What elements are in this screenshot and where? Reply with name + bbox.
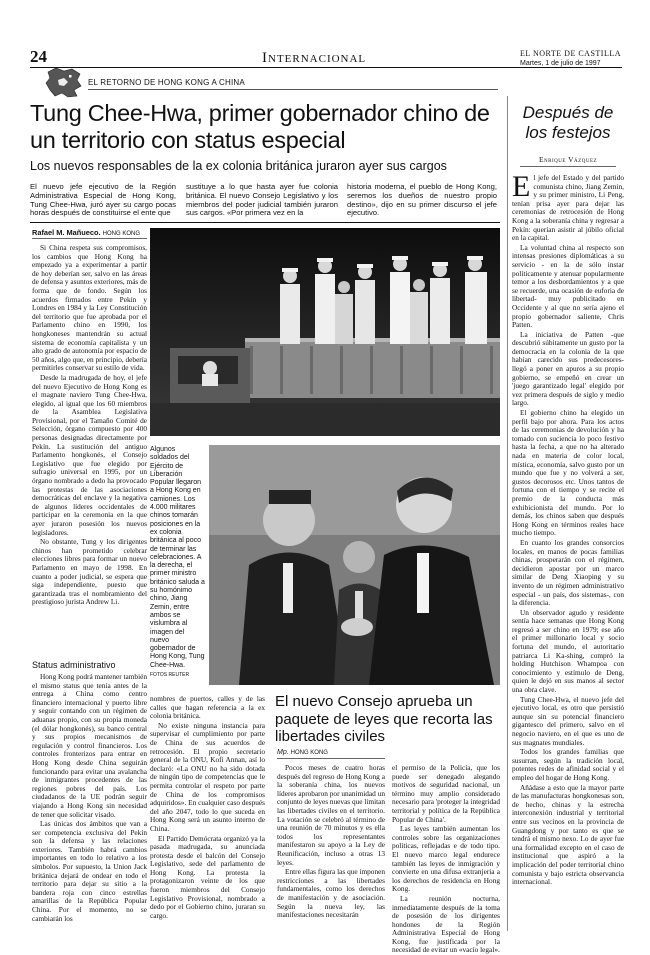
lead-rule	[30, 222, 500, 223]
second-byline	[277, 749, 328, 756]
header-rule	[30, 67, 622, 68]
subsection-title: Status administrativo	[32, 660, 116, 670]
photo-caption	[150, 446, 205, 679]
body-paragraph: La iniciativa de Patten -que descubrió súbitamente un gusto por la democracia en la colonia de la que habían carecido sus predecesores- llegó a poner en apuros a su propio gobierno, se empeñó en crear un 'juego garantizado legal' elegido por vez primera después de siglo y medio largo.	[512, 329, 624, 408]
side-paragraph-lead	[512, 170, 624, 243]
body-paragraph: Un observador agudo y residente sentía hace semanas que Hong Kong regresó a ser chino en 1979; ese año el primer millonario local y socio fortuna del mundo, el autoritario patriarca Li Ka-shing, compró la holding Hutchison Whampoa con conocimiento y estímulo de Deng, quien le dejó en sus manos al sector una obra clave.	[512, 607, 624, 695]
second-byline-author: Mp.	[277, 749, 289, 756]
body-paragraph: Entre ellas figura las que imponen restricciones a las libertades fundamentales, como los derechos de manifestación y de asociación. Según la nueva ley, las manifestaciones necesitarán	[277, 867, 385, 920]
byline-rule	[32, 238, 147, 239]
lead-column-3: historia moderna, el pueblo de Hong Kong, seremos los dueños de nuestro propio destino», dijo en su primer discurso el jefe ejecutivo.	[347, 182, 497, 218]
body-paragraph: el permiso de la Policía, que los puede ser denegado alegando motivos de seguridad nacional, un término muy amplio considerado necesario para 'proteger la integridad territorial y política de la República Popular de China'.	[392, 763, 500, 824]
hong-kong-map-logo	[44, 66, 84, 100]
body-paragraph: Tung Chee-Hwa, el nuevo jefe del ejecutivo local, es otro que persistió aunque sin su potencial financiero gigantesco del primero, salvo en el negocio naviero, en el que es uno de sus magnates mundiales.	[512, 694, 624, 747]
body-paragraph: Añádase a esto que la mayor parte de las manufacturas hongkonesas son, de hecho, chinas y la estrecha interconexión industrial y territorial entre sus vecinos en la provincia de Guangdong y por tanto es que se tendrá el mismo nexo. Lo de ayer fue una formalidad excepto en el caso de institucional que aspiró a la implicación del poder territorial chino comunista y bajo estricta observancia internacional.	[512, 782, 624, 887]
second-headline: El nuevo Consejo aprueba un paquete de leyes que recorta las libertades civiles	[275, 693, 493, 745]
body-paragraph: En cuanto los grandes consorcios locales, en manos de pocas familias chinas, prosperarán con el régimen, decidieron apostar por un marco similar de Deng Xiaoping y su invento de un régimen administrativo especial - un país, dos sistemas-, con la diferencia.	[512, 537, 624, 608]
page-number: 24	[30, 47, 47, 66]
section-kicker: EL RETORNO DE HONG KONG A CHINA	[88, 78, 245, 87]
byline-place: HONG KONG	[102, 231, 140, 237]
body-paragraph: Pocos meses de cuatro horas después del regreso de Hong Kong a la soberanía china, los nuevos líderes aprobaron por unanimidad un conjunto de leyes nuevas que limitan las libertades civiles en el territorio. La votación se celebró al término de una reunión de 70 minutos y es ella todos los representantes manifestaron su apoyo a la Ley de Reunificación, incluso a otras 13 leyes.	[277, 763, 386, 867]
body-paragraph: Las leyes también aumentan los controles sobre las organizaciones políticas, reflejadas e de todo tipo. El nuevo marco legal endurece también las leyes de inmigración y convierte en una difusa extranjeria a los derechos de residencia en Hong Kong.	[392, 824, 500, 894]
body-paragraph: No existe ninguna instancia para supervisar el cumplimiento por parte de China de sus acuerdos de retrocesión. El propio secretario general de la ONU, Kofi Annan, así lo declaró: «La ONU no ha sido dotada de ningún tipo de competencias que le permita controlar el respeto por parte de China de los compromisos adquiridos». En cualquier caso después del año 2047, todo lo que suceda en Hong Kong será un asunto interno de China.	[150, 720, 265, 833]
issue-date: Martes, 1 de julio de 1997	[520, 60, 601, 67]
byline-author: Rafael M. Mañueco.	[32, 228, 101, 237]
main-headline: Tung Chee-Hwa, primer gobernador chino de un territorio con status especial	[30, 100, 490, 153]
side-body-column	[512, 170, 624, 931]
main-body-column	[32, 244, 147, 639]
side-paragraph-text: l jefe del Estado y del partido comunista chino, Jiang Zemin, y su primer ministro, Li Peng, tenían prisa ayer para dejar las ceremonias de retrocesión de Hong Kong a la soberanía china y regresar a Pekín: querían asistir al júbilo oficial en la capital.	[512, 173, 624, 243]
body-paragraph: La reunión nocturna, inmediatamente después de la toma de posesión de los dirigentes hondones de la Región Administrativa Especial de Hong Kong, fue justificada por la necesidad de evitar un «vacío legal».	[392, 893, 500, 955]
photo-caption-text: Algunos soldados del Ejército de Liberación Popular llegaron a Hong Kong en camiones. Los 4.000 militares chinos tomarán posiciones en la ex colonia británica al poco de terminar las celebraciones. A la derecha, el primer ministro británico saluda a su homónimo chino, Jiang Zemin, entre ambos se vislumbra al imagen del nuevo gobernador de Hong Kong, Tung Chee-Hwa.	[150, 446, 205, 669]
body-paragraph: No obstante, Tung y los dirigentes chinos han prometido celebrar elecciones libres para formar un nuevo Parlamento en mayo de 1998. En cuanto a poder judicial, se espera que siga independiente, puesto que garantizada tras el nombramiento del prestigioso jurista Andrew Li.	[32, 537, 147, 607]
second-byline-rule	[277, 758, 385, 759]
body-paragraph: Si China respeta sus compromisos, los cambios que Hong Kong ha empezado ya a experimentar a partir de hoy deberían ser, salvo en las áreas de defensa y asuntos exteriores, más de forma que de fondo. Según los acuerdos firmados entre Pekín y Londres en 1984 y la Ley Constitución del territorio que fue aprobada por el Parlamento chino en 1990, los hongkoneses mantendrán su actual sistema de economía capitalista y un alto grado de autonomía por espacio de 50 años, algo que, en principio, debería permitirles conservar su estilo de vida.	[32, 243, 147, 373]
lead-column-1: El nuevo jefe ejecutivo de la Región Administrativa Especial de Hong Kong, Tung Chee-Hwa, juró ayer su cargo pocas horas después de constituirse el ente que	[30, 182, 176, 218]
main-body-column-2	[32, 673, 147, 931]
main-byline	[32, 228, 140, 237]
photo-soldiers-truck	[150, 228, 500, 436]
kicker-rule	[88, 89, 498, 90]
photo-handshake	[209, 445, 500, 685]
side-author-rule	[520, 166, 616, 167]
main-subheadline: Los nuevos responsables de la ex colonia británica juraron ayer sus cargos	[30, 159, 447, 173]
second-byline-place: HONG KONG	[290, 750, 328, 756]
second-body-column-2	[392, 763, 500, 955]
newspaper-name: EL NORTE DE CASTILLA	[520, 49, 621, 58]
lead-column-2: sustituye a lo que hasta ayer fue colonia británica. El nuevo Consejo Legislativo y los miembros del poder judicial también juraron sus cargos. «Por primera vez en la	[186, 182, 338, 218]
body-paragraph: El gobierno chino ha elegido un perfil bajo por ahora. Para los actos de las ceremonias de devolución y ha tomado con suciencia lo poco festivo hasta la fecha, a que no ha alterado nada en materia de color local, mística, economía, salvo gusto por un mundo que fue y no volverá a ser, gustos decorosos etc. Unos tantos de fortuna con el tiempo y se recite el premio de la conducta más exhibicionista del mundo. Por lo demás, los chinos saben que después Hong Kong en términos reales hace mucho tiempo.	[512, 408, 624, 538]
drop-cap: E	[512, 170, 531, 203]
body-paragraph: La voluntad china al respecto son intensas presiones diplomáticas a su servicio - en la de sólo instar políticamente y atenuar popularmente temor a los desbordamientos y a que se recuerde, una ocasión de euforia de libertad- muy publicitado en Occidente y al que no sería ajeno el propio gobernador saliente, Chris Patten.	[512, 242, 624, 330]
side-headline: Después de los festejos	[522, 103, 614, 142]
body-paragraph: Todos los grandes familias que susurran, según la tradición local, potentes redes de afinidad social y el empleo del hogar de Hong Kong.	[512, 747, 624, 782]
side-author: Enrique Vázquez	[538, 155, 598, 164]
body-paragraph: Hong Kong podrá mantener también el mismo status que tenía antes de la entrega a China como centro financiero internacional y puerto libre y seguir contando con un régimen de aduanas propio, con su propia moneda (el dólar hongkonés), su banco central y sus propios mecanismos de regulación y control financieros. Los controles fronterizos para entrar en Hong Kong desde China seguirán funcionando para evitar una avalancha de inmigrantes procedentes de las regiones pobres del país. Los ciudadanos de la UE podrán seguir viajando a Hong Kong sin necesidad de tener que solicitar visado.	[32, 672, 147, 819]
body-paragraph: nombres de puertos, calles y de las calles que hagan referencia a la ex colonia británica.	[150, 694, 265, 721]
photo-credit: FOTOS REUTER	[150, 672, 190, 679]
main-body-column-3	[150, 695, 265, 931]
side-column-divider	[507, 96, 508, 931]
body-paragraph: El Partido Demócrata organizó ya la pasada madrugada, su anunciada protesta desde el balcón del Consejo Legislativo, sede del parlamento de Hong Kong. La protesta la protagonizaron veinte de los que fueron miembros del Consejo Legislativo Provisional, nombrado a dedo por el Gobierno chino, juraran su cargo.	[150, 833, 265, 920]
section-title: Internacional	[262, 50, 367, 66]
second-body-column-1	[277, 764, 385, 931]
body-paragraph: Desde la madrugada de hoy, el jefe del nuevo Ejecutivo de Hong Kong es el magnate naviero Tung Chee-Hwa, elegido, al igual que los 60 miembros de la Asamblea Legislativa Provisional, por el Tamaño Comité de Selección, órgano compuesto por 400 personas designadas directamente por Pekín. La sustitución del antiguo Parlamento hongkonés, el Consejo Legislativo que fue elegido por sufragio universal en 1995, por un órgano nombrado a dedo ha provocado las protestas de las asociaciones democráticas del enclave y la negativa de algunos líderes occidentales de participar en la ceremonia en la que ayer juraron posesión los nuevos legisladores.	[32, 372, 147, 537]
body-paragraph: Las únicas dos ámbitos que van a ser competencia exclusiva del Pekín son la defensa y las relaciones exteriores. También habrá cambios importantes en todo lo relativo a los símbolos. Por supuesto, la Union Jack británica dejará de ondear en todo el territorio para dejar su sitio a la bandera roja con cinco estrellas amarillas de la República Popular China. Por el momento, no se cambiarán los	[32, 819, 147, 923]
